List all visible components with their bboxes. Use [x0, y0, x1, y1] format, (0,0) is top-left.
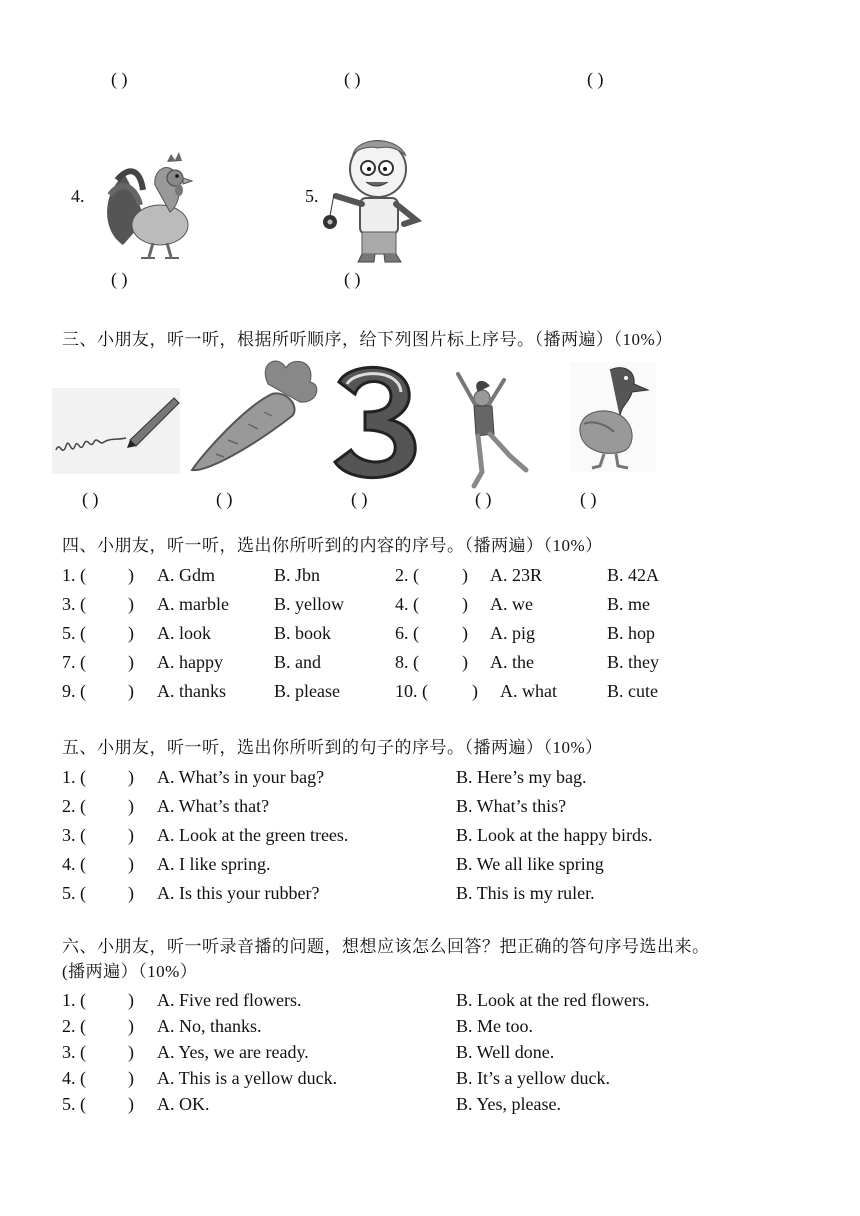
answer-blank-close[interactable]: )	[128, 796, 134, 816]
question-number: 2. (	[62, 1016, 86, 1036]
question-number: 3. (	[62, 594, 86, 614]
answer-blank[interactable]: ( )	[111, 269, 128, 289]
question-number: 1. (	[62, 565, 86, 585]
option-b[interactable]: B. Yes, please.	[456, 1094, 562, 1114]
answer-blank-close[interactable]: )	[128, 681, 134, 701]
question-number: 8. (	[395, 652, 419, 672]
answer-blank-close[interactable]: )	[462, 623, 468, 643]
option-a[interactable]: A. No, thanks.	[157, 1016, 262, 1036]
option-a[interactable]: A. Yes, we are ready.	[157, 1042, 309, 1062]
option-a[interactable]: A. What’s in your bag?	[157, 767, 325, 787]
answer-blank-close[interactable]: )	[128, 623, 134, 643]
question-number: 2. (	[395, 565, 419, 585]
section-heading: 六、小朋友，听一听录音播的问题，想想应该怎么回答？把正确的答句序号选出来。	[62, 937, 710, 956]
answer-blank-close[interactable]: )	[128, 990, 134, 1010]
option-b[interactable]: B. yellow	[274, 594, 344, 614]
option-b[interactable]: B. Well done.	[456, 1042, 555, 1062]
option-a[interactable]: A. Is this your rubber?	[157, 883, 320, 903]
question-number: 10. (	[395, 681, 428, 701]
option-a[interactable]: A. the	[490, 652, 534, 672]
option-b[interactable]: B. and	[274, 652, 321, 672]
answer-blank-close[interactable]: )	[462, 652, 468, 672]
question-number: 3. (	[62, 825, 86, 845]
answer-blank-close[interactable]: )	[128, 1016, 134, 1036]
option-b[interactable]: B. Look at the red flowers.	[456, 990, 650, 1010]
question-number: 5. (	[62, 883, 86, 903]
number-three-icon	[325, 362, 423, 484]
option-b[interactable]: B. 42A	[607, 565, 660, 585]
pen-writing-icon	[52, 388, 180, 474]
option-b[interactable]: B. Me too.	[456, 1016, 534, 1036]
option-a[interactable]: A. pig	[490, 623, 535, 643]
answer-blank[interactable]: ( )	[216, 489, 233, 509]
answer-blank-close[interactable]: )	[462, 594, 468, 614]
answer-blank-close[interactable]: )	[128, 854, 134, 874]
option-a[interactable]: A. 23R	[490, 565, 543, 585]
answer-blank[interactable]: ( )	[580, 489, 597, 509]
option-a[interactable]: A. Five red flowers.	[157, 990, 302, 1010]
option-a[interactable]: A. marble	[157, 594, 229, 614]
question-number: 6. (	[395, 623, 419, 643]
option-a[interactable]: A. This is a yellow duck.	[157, 1068, 338, 1088]
question-number: 1. (	[62, 767, 86, 787]
option-b[interactable]: B. Look at the happy birds.	[456, 825, 653, 845]
answer-blank-close[interactable]: )	[128, 1042, 134, 1062]
question-number: 3. (	[62, 1042, 86, 1062]
option-b[interactable]: B. they	[607, 652, 659, 672]
option-a[interactable]: A. OK.	[157, 1094, 210, 1114]
option-a[interactable]: A. we	[490, 594, 533, 614]
question-number: 7. (	[62, 652, 86, 672]
question-number: 4. (	[62, 854, 86, 874]
answer-blank-close[interactable]: )	[128, 883, 134, 903]
option-b[interactable]: B. Here’s my bag.	[456, 767, 587, 787]
section-heading: 四、小朋友，听一听，选出你所听到的内容的序号。（播两遍）（10%）	[62, 536, 603, 555]
duck-icon	[570, 362, 656, 472]
answer-blank-close[interactable]: )	[128, 565, 134, 585]
option-a[interactable]: A. I like spring.	[157, 854, 271, 874]
option-b[interactable]: B. me	[607, 594, 650, 614]
answer-blank-close[interactable]: )	[128, 594, 134, 614]
option-b[interactable]: B. Jbn	[274, 565, 321, 585]
answer-blank-close[interactable]: )	[128, 825, 134, 845]
option-b[interactable]: B. hop	[607, 623, 656, 643]
section-heading-continued: (播两遍）（10%）	[62, 962, 198, 981]
answer-blank[interactable]: ( )	[82, 489, 99, 509]
boy-with-yoyo-icon	[318, 134, 430, 264]
option-b[interactable]: B. This is my ruler.	[456, 883, 595, 903]
option-a[interactable]: A. what	[500, 681, 557, 701]
answer-blank[interactable]: ( )	[351, 489, 368, 509]
option-b[interactable]: B. book	[274, 623, 332, 643]
question-number: 4. (	[395, 594, 419, 614]
question-number: 2. (	[62, 796, 86, 816]
option-a[interactable]: A. Look at the green trees.	[157, 825, 349, 845]
option-b[interactable]: B. We all like spring	[456, 854, 604, 874]
answer-blank-close[interactable]: )	[472, 681, 478, 701]
answer-blank[interactable]: ( )	[344, 269, 361, 289]
option-a[interactable]: A. look	[157, 623, 211, 643]
answer-blank-close[interactable]: )	[128, 767, 134, 787]
answer-blank-close[interactable]: )	[128, 1094, 134, 1114]
option-b[interactable]: B. What’s this?	[456, 796, 567, 816]
item-number: 5.	[305, 186, 319, 206]
option-a[interactable]: A. thanks	[157, 681, 226, 701]
answer-blank-close[interactable]: )	[462, 565, 468, 585]
option-b[interactable]: B. cute	[607, 681, 658, 701]
item-number: 4.	[71, 186, 85, 206]
answer-blank-close[interactable]: )	[128, 1068, 134, 1088]
section-heading: 三、小朋友，听一听，根据所听顺序，给下列图片标上序号。（播两遍）（10%）	[62, 330, 673, 349]
answer-blank[interactable]: ( )	[587, 69, 604, 89]
question-number: 9. (	[62, 681, 86, 701]
answer-blank-close[interactable]: )	[128, 652, 134, 672]
option-b[interactable]: B. It’s a yellow duck.	[456, 1068, 610, 1088]
carrot-icon	[188, 354, 324, 479]
option-a[interactable]: A. happy	[157, 652, 223, 672]
question-number: 5. (	[62, 623, 86, 643]
rooster-icon	[95, 150, 205, 262]
question-number: 4. (	[62, 1068, 86, 1088]
jumping-girl-icon	[452, 372, 544, 490]
option-a[interactable]: A. Gdm	[157, 565, 215, 585]
answer-blank[interactable]: ( )	[475, 489, 492, 509]
question-number: 1. (	[62, 990, 86, 1010]
answer-blank[interactable]: ( )	[111, 69, 128, 89]
question-number: 5. (	[62, 1094, 86, 1114]
option-a[interactable]: A. What’s that?	[157, 796, 270, 816]
option-b[interactable]: B. please	[274, 681, 340, 701]
section-heading: 五、小朋友，听一听，选出你所听到的句子的序号。（播两遍）（10%）	[62, 738, 603, 757]
answer-blank[interactable]: ( )	[344, 69, 361, 89]
